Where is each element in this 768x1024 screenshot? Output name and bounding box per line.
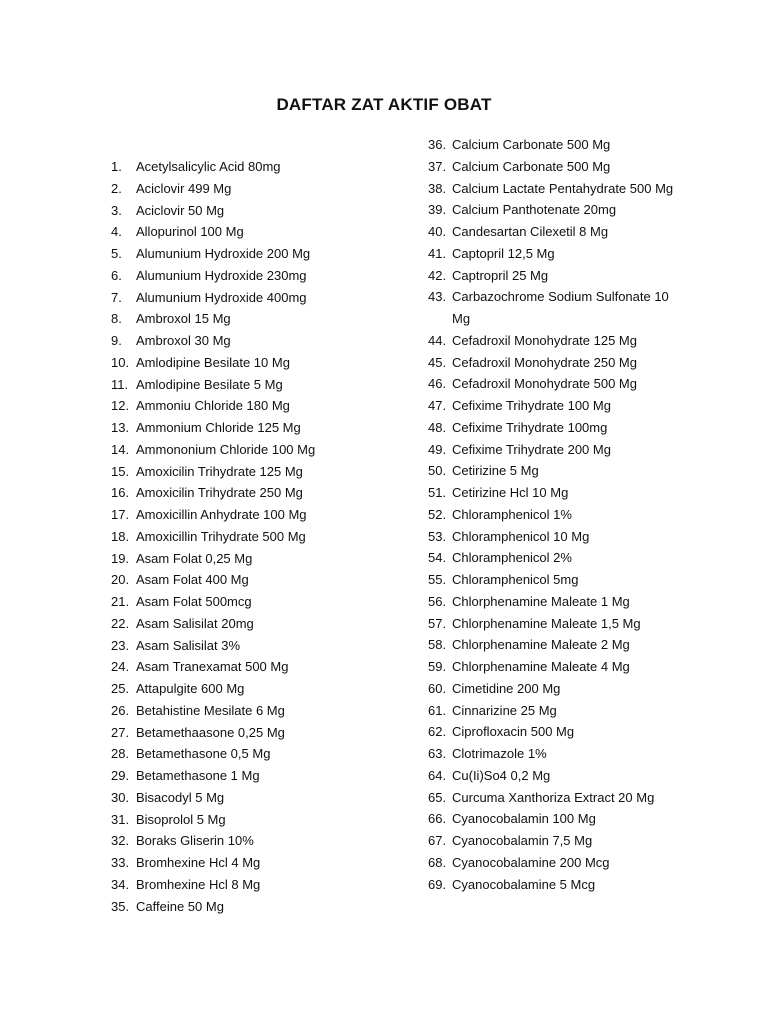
list-item [111, 352, 411, 374]
item-text: Curcuma Xanthoriza Extract 20 Mg [452, 789, 655, 805]
item-text: Chlorphenamine Maleate 4 Mg [452, 659, 630, 674]
item-number: 13. [111, 420, 130, 435]
item-number: 47. [428, 398, 447, 413]
item-text: Asam Folat 400 Mg [136, 572, 249, 588]
item-number: 27. [111, 724, 130, 740]
item-number: 33. [111, 855, 130, 870]
item-number: 38. [428, 180, 447, 196]
item-text: Calcium Panthotenate 20mg [452, 202, 617, 218]
item-number: 16. [111, 485, 130, 501]
item-number: 25. [111, 681, 130, 696]
item-number: 46. [428, 376, 447, 392]
item-number: 56. [428, 593, 447, 609]
list-item [111, 548, 411, 570]
item-text: Candesartan Cilexetil 8 Mg [452, 224, 609, 239]
item-text: Chloramphenicol 5mg [452, 572, 579, 587]
item-text: Amoxicillin Anhydrate 100 Mg [136, 507, 307, 522]
page-title: DAFTAR ZAT AKTIF OBAT [276, 95, 492, 114]
item-number: 55. [428, 572, 447, 587]
item-text: Captopril 12,5 Mg [452, 245, 555, 261]
list-item [111, 896, 411, 918]
item-text: Betahistine Mesilate 6 Mg [136, 702, 285, 718]
item-number: 4. [111, 224, 122, 240]
item-text: Chlorphenamine Maleate 1,5 Mg [452, 615, 641, 631]
item-number: 37. [428, 158, 447, 174]
item-number: 41. [428, 245, 447, 261]
item-number: 35. [111, 898, 130, 914]
item-text: Ambroxol 15 Mg [136, 311, 231, 327]
item-number: 43. [428, 289, 447, 305]
item-text: Bromhexine Hcl 4 Mg [136, 855, 261, 870]
item-text: Cimetidine 200 Mg [452, 680, 561, 696]
item-text: Cefadroxil Monohydrate 250 Mg [452, 354, 637, 370]
list-item [428, 330, 678, 352]
item-number: 67. [428, 833, 447, 848]
list-item [111, 591, 411, 613]
item-number: 30. [111, 789, 130, 805]
item-text: Chlorphenamine Maleate 1 Mg [452, 593, 630, 609]
item-number: 8. [111, 311, 122, 327]
item-text: Cyanocobalamine 200 Mcg [452, 854, 610, 870]
list-item [428, 156, 678, 178]
list-item [111, 330, 411, 352]
item-text: Carbazochrome Sodium Sulfonate 10 Mg [452, 289, 669, 326]
item-number: 19. [111, 550, 130, 566]
list-item [428, 286, 678, 330]
item-text: Cefadroxil Monohydrate 125 Mg [452, 332, 637, 348]
list-item [111, 874, 411, 896]
list-item [428, 134, 678, 156]
list-item [428, 460, 678, 482]
item-number: 7. [111, 289, 122, 305]
list-item [428, 199, 678, 221]
item-text: Alumunium Hydroxide 200 Mg [136, 246, 311, 261]
item-text: Amoxicillin Trihydrate 500 Mg [136, 528, 306, 544]
list-item [428, 178, 678, 200]
item-number: 63. [428, 746, 447, 761]
item-number: 17. [111, 507, 130, 522]
item-number: 65. [428, 789, 447, 805]
item-text: Attapulgite 600 Mg [136, 681, 245, 696]
list-item [428, 591, 678, 613]
list-item [428, 439, 678, 461]
item-text: Cetirizine 5 Mg [452, 463, 539, 479]
item-text: Betamethasone 1 Mg [136, 768, 260, 783]
list-item [428, 373, 678, 395]
list-item [111, 221, 411, 243]
item-text: Alumunium Hydroxide 400mg [136, 289, 307, 305]
item-text: Alumunium Hydroxide 230mg [136, 267, 307, 283]
item-number: 54. [428, 550, 447, 566]
item-number: 53. [428, 528, 447, 544]
list-item [428, 526, 678, 548]
list-item [428, 743, 678, 765]
drug-list-right-column [428, 134, 678, 895]
item-text: Chlorphenamine Maleate 2 Mg [452, 637, 630, 653]
list-item [111, 656, 411, 678]
list-item [111, 308, 411, 330]
item-number: 1. [111, 159, 122, 174]
item-text: Ammoniu Chloride 180 Mg [136, 398, 290, 414]
item-number: 6. [111, 267, 122, 283]
item-text: Calcium Carbonate 500 Mg [452, 158, 611, 174]
item-text: Cefixime Trihydrate 100 Mg [452, 398, 611, 413]
item-text: Asam Folat 0,25 Mg [136, 550, 253, 566]
list-item [111, 569, 411, 591]
item-text: Cinnarizine 25 Mg [452, 702, 557, 718]
list-item [111, 156, 411, 178]
item-number: 15. [111, 463, 130, 479]
item-number: 66. [428, 811, 447, 827]
list-item [111, 439, 411, 461]
item-text: Amoxicilin Trihydrate 250 Mg [136, 485, 303, 501]
item-number: 52. [428, 506, 447, 522]
list-item [428, 634, 678, 656]
item-number: 32. [111, 833, 130, 849]
item-number: 60. [428, 680, 447, 696]
list-item [428, 482, 678, 504]
item-number: 48. [428, 419, 447, 435]
item-text: Cetirizine Hcl 10 Mg [452, 485, 569, 500]
item-text: Asam Folat 500mcg [136, 594, 252, 609]
item-text: Cu(Ii)So4 0,2 Mg [452, 767, 551, 783]
item-text: Aciclovir 50 Mg [136, 202, 225, 218]
item-number: 68. [428, 854, 447, 870]
item-text: Ciprofloxacin 500 Mg [452, 724, 575, 740]
item-number: 58. [428, 637, 447, 653]
item-text: Cyanocobalamine 5 Mcg [452, 876, 596, 892]
list-item [111, 635, 411, 657]
item-text: Cefixime Trihydrate 200 Mg [452, 441, 611, 457]
item-text: Cefadroxil Monohydrate 500 Mg [452, 376, 637, 392]
item-number: 20. [111, 572, 130, 588]
list-item [428, 787, 678, 809]
item-number: 64. [428, 767, 447, 783]
item-number: 22. [111, 615, 130, 631]
item-number: 40. [428, 224, 447, 239]
list-item [111, 700, 411, 722]
list-item [111, 287, 411, 309]
item-text: Ammonium Chloride 125 Mg [136, 420, 301, 435]
item-number: 26. [111, 702, 130, 718]
list-item [111, 482, 411, 504]
item-number: 18. [111, 528, 130, 544]
item-text: Acetylsalicylic Acid 80mg [136, 159, 281, 174]
item-text: Chloramphenicol 2% [452, 550, 572, 566]
list-item [428, 852, 678, 874]
item-number: 36. [428, 137, 447, 152]
list-item [111, 809, 411, 831]
list-item [428, 221, 678, 243]
list-item [428, 243, 678, 265]
list-item [111, 722, 411, 744]
item-text: Asam Tranexamat 500 Mg [136, 659, 289, 675]
list-item [111, 374, 411, 396]
list-item [428, 352, 678, 374]
list-item [428, 395, 678, 417]
list-item [111, 178, 411, 200]
item-number: 3. [111, 202, 122, 218]
list-item [111, 743, 411, 765]
list-item [111, 613, 411, 635]
item-text: Betamethasone 0,5 Mg [136, 746, 271, 762]
list-item [428, 265, 678, 287]
list-item [111, 678, 411, 700]
list-item [111, 200, 411, 222]
item-number: 61. [428, 702, 447, 718]
drug-list-left-column [111, 156, 411, 917]
list-item [111, 765, 411, 787]
list-item [111, 787, 411, 809]
item-number: 14. [111, 441, 130, 457]
item-number: 59. [428, 659, 447, 674]
list-item [111, 461, 411, 483]
item-text: Clotrimazole 1% [452, 746, 547, 761]
item-number: 21. [111, 594, 130, 609]
item-number: 34. [111, 876, 130, 892]
item-number: 50. [428, 463, 447, 479]
item-number: 12. [111, 398, 130, 414]
item-number: 31. [111, 811, 130, 827]
item-text: Amlodipine Besilate 10 Mg [136, 354, 290, 370]
item-number: 49. [428, 441, 447, 457]
item-number: 24. [111, 659, 130, 675]
item-number: 45. [428, 354, 447, 370]
list-item [428, 765, 678, 787]
item-number: 51. [428, 485, 447, 500]
item-text: Calcium Lactate Pentahydrate 500 Mg [452, 180, 674, 196]
list-item [428, 678, 678, 700]
list-item [428, 830, 678, 852]
list-item [428, 417, 678, 439]
item-text: Cefixime Trihydrate 100mg [452, 419, 608, 435]
item-number: 11. [111, 376, 129, 392]
item-number: 42. [428, 267, 447, 283]
list-item [428, 569, 678, 591]
item-number: 39. [428, 202, 447, 218]
list-item [428, 874, 678, 896]
item-text: Bromhexine Hcl 8 Mg [136, 876, 261, 892]
item-text: Ammononium Chloride 100 Mg [136, 441, 316, 457]
list-item [428, 721, 678, 743]
item-text: Cyanocobalamin 100 Mg [452, 811, 596, 827]
list-item [111, 417, 411, 439]
item-number: 23. [111, 637, 130, 653]
item-text: Asam Salisilat 20mg [136, 615, 254, 631]
item-text: Amlodipine Besilate 5 Mg [136, 376, 283, 392]
list-item [111, 852, 411, 874]
item-text: Calcium Carbonate 500 Mg [452, 137, 611, 152]
list-item [111, 265, 411, 287]
item-text: Betamethaasone 0,25 Mg [136, 724, 285, 740]
item-number: 69. [428, 876, 447, 892]
item-number: 28. [111, 746, 130, 762]
item-number: 9. [111, 333, 122, 348]
list-item [428, 504, 678, 526]
item-number: 5. [111, 246, 122, 261]
item-text: Aciclovir 499 Mg [136, 180, 232, 196]
list-item [111, 504, 411, 526]
list-item [111, 395, 411, 417]
item-text: Chloramphenicol 1% [452, 506, 572, 522]
item-text: Boraks Gliserin 10% [136, 833, 254, 849]
item-number: 57. [428, 615, 447, 631]
item-text: Asam Salisilat 3% [136, 637, 241, 653]
item-number: 44. [428, 332, 447, 348]
list-item [111, 243, 411, 265]
item-text: Captropril 25 Mg [452, 267, 549, 283]
item-number: 29. [111, 768, 130, 783]
item-number: 62. [428, 724, 447, 740]
list-item [111, 526, 411, 548]
list-item [428, 547, 678, 569]
item-text: Ambroxol 30 Mg [136, 333, 231, 348]
item-text: Amoxicilin Trihydrate 125 Mg [136, 463, 303, 479]
list-item [428, 700, 678, 722]
list-item [428, 613, 678, 635]
item-text: Bisacodyl 5 Mg [136, 789, 225, 805]
list-item [428, 656, 678, 678]
item-text: Allopurinol 100 Mg [136, 224, 244, 240]
item-text: Cyanocobalamin 7,5 Mg [452, 833, 593, 848]
item-text: Caffeine 50 Mg [136, 898, 224, 914]
list-item [111, 830, 411, 852]
item-number: 2. [111, 180, 122, 196]
list-item [428, 808, 678, 830]
item-number: 10. [111, 354, 130, 370]
item-text: Bisoprolol 5 Mg [136, 811, 226, 827]
item-text: Chloramphenicol 10 Mg [452, 528, 590, 544]
